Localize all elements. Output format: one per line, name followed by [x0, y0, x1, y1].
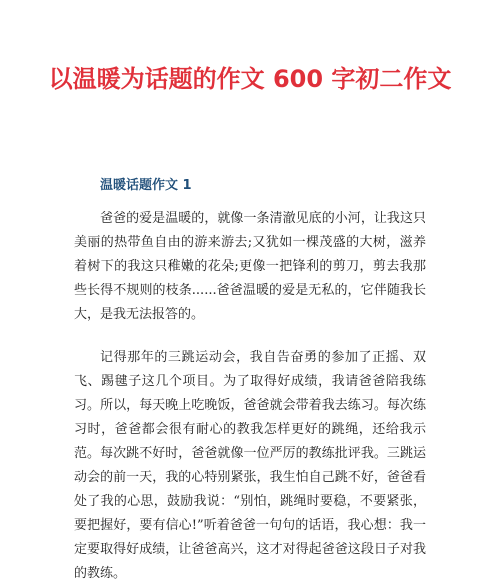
paragraph-2: 记得那年的三跳运动会，我自告奋勇的参加了正摇、双飞、踢毽子这几个项目。为了取得好成绩，我请爸爸陪我练习。所以，每天晚上吃晚饭，爸爸就会带着我去练习。每次练习时，爸爸都会很有耐心的教我怎样更好的跳绳，还给我示范。每次跳不好时，爸爸就像一位严厉的教练批评我。三跳运动会的前一天，我的心特别紧张，我生怕自己跳不好，爸爸看处了我的心思，鼓励我说：“别怕，跳绳时要稳，不要紧张，要把握好，要有信心!”听着爸爸一句句的话语，我心想：我一定要取得好成绩，让爸爸高兴，这才对得起爸爸这段日子对我的教练。 [74, 350, 426, 581]
paragraph-1: 爸爸的爱是温暖的，就像一条清澈见底的小河，让我这只美丽的热带鱼自由的游来游去;又犹如一棵茂盛的大树，滋养着树下的我这只稚嫩的花朵;更像一把锋利的剪刀，剪去我那些长得不规则的枝条......爸爸温暖的爱是无私的，它伴随我长大，是我无法报答的。 [74, 211, 426, 322]
document-title: 以温暖为话题的作文 600 字初二作文 [48, 65, 452, 93]
section-heading: 温暖话题作文 1 [100, 178, 192, 193]
